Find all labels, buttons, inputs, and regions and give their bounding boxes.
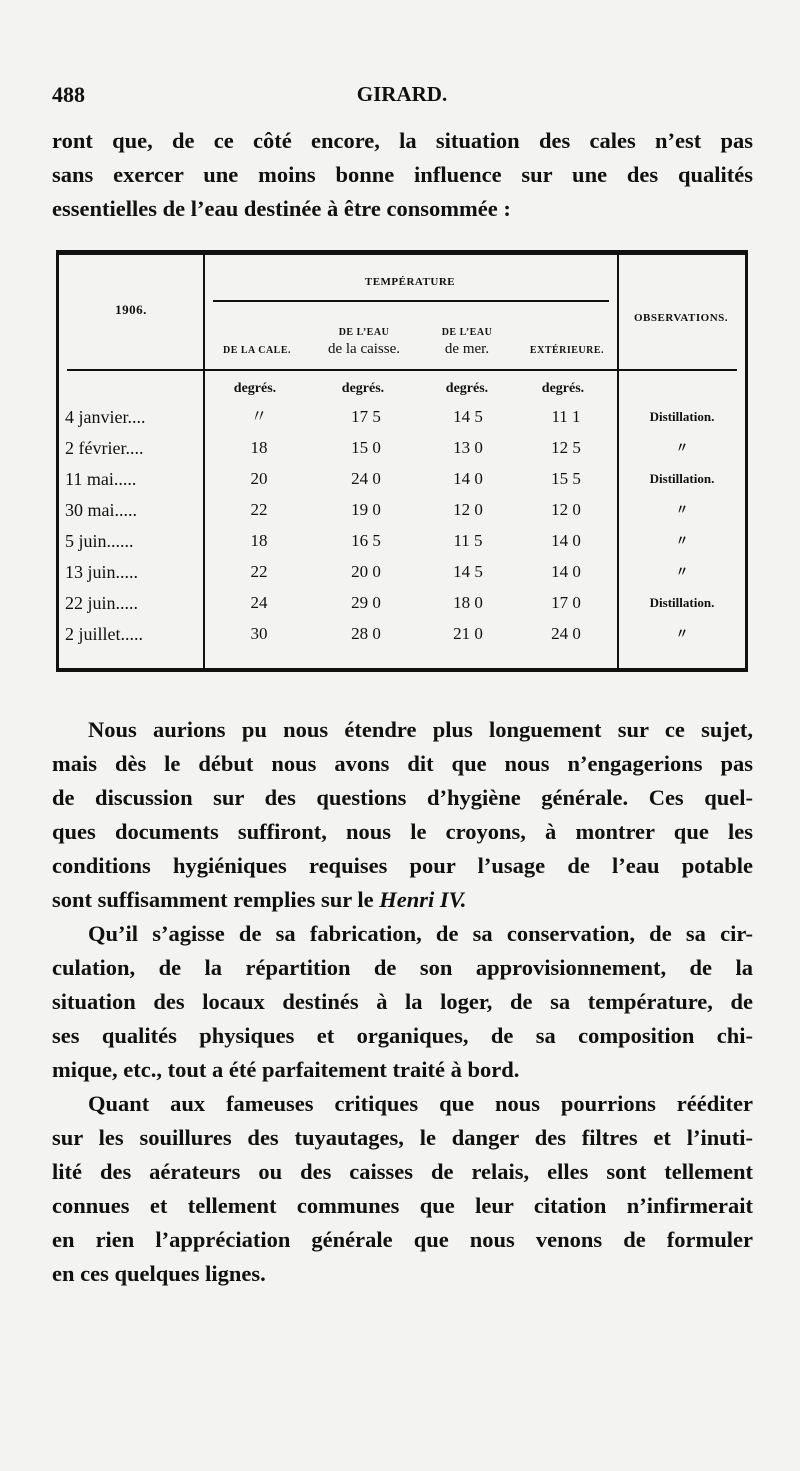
cell-cale: 22 bbox=[250, 500, 268, 519]
cell-cale: 30 bbox=[250, 624, 268, 643]
text-line bbox=[52, 1019, 753, 1053]
cell-cale: 22 bbox=[250, 562, 268, 581]
temperature-header: TEMPÉRATURE bbox=[364, 276, 456, 288]
cell-observation: 〃 bbox=[675, 626, 689, 641]
cell-mer: 14 0 bbox=[453, 469, 483, 488]
text-span: connues et tellement communes que leur citation n’infirmerait bbox=[52, 1193, 753, 1218]
cell-mer: 13 0 bbox=[453, 438, 483, 457]
page-number: 488 bbox=[52, 82, 85, 107]
text-line bbox=[52, 1087, 753, 1121]
page-header bbox=[52, 82, 752, 108]
row-date: 4 janvier.... bbox=[65, 407, 146, 427]
column-header-caisse: DE L’EAU bbox=[338, 327, 390, 338]
cell-caisse: 20 0 bbox=[351, 562, 381, 581]
unit-label: degrés. bbox=[445, 381, 489, 396]
cell-observation: Distillation. bbox=[649, 595, 715, 610]
cell-observation: 〃 bbox=[675, 440, 689, 455]
text-line bbox=[52, 713, 753, 747]
text-span: lité des aérateurs ou des caisses de relais, elles sont tellement bbox=[52, 1159, 753, 1184]
text-span: sur les souillures des tuyautages, le danger des filtres et l’inuti- bbox=[52, 1125, 753, 1150]
text-span: sont suffisamment remplies sur le bbox=[52, 887, 380, 912]
row-date: 30 mai..... bbox=[65, 500, 137, 520]
cell-exterieure: 12 0 bbox=[551, 500, 581, 519]
observations-header: OBSERVATIONS. bbox=[633, 312, 729, 324]
cell-observation: 〃 bbox=[675, 564, 689, 579]
row-date: 2 février.... bbox=[65, 438, 144, 458]
text-line bbox=[52, 781, 753, 815]
row-date: 11 mai..... bbox=[65, 469, 137, 489]
unit-label: degrés. bbox=[341, 381, 385, 396]
text-span: ques documents suffiront, nous le croyons, à montrer que les bbox=[52, 819, 753, 844]
text-line: sans exercer une moins bonne influence sur une des qualités bbox=[52, 162, 753, 187]
cell-cale: 〃 bbox=[250, 407, 268, 426]
cell-exterieure: 15 5 bbox=[551, 469, 581, 488]
cell-caisse: 28 0 bbox=[351, 624, 381, 643]
running-head: GIRARD. bbox=[356, 82, 448, 106]
cell-mer: 14 5 bbox=[453, 562, 483, 581]
text-line bbox=[52, 985, 753, 1019]
text-line bbox=[52, 883, 753, 917]
cell-caisse: 29 0 bbox=[351, 593, 381, 612]
text-span: Quant aux fameuses critiques que nous pourrions rééditer bbox=[88, 1091, 753, 1116]
column-header-exterieure: EXTÉRIEURE. bbox=[529, 345, 605, 356]
text-line bbox=[52, 951, 753, 985]
text-span: de discussion sur des questions d’hygiène générale. Ces quel- bbox=[52, 785, 753, 810]
column-header-cale: DE LA CALE. bbox=[222, 345, 291, 356]
cell-cale: 24 bbox=[250, 593, 268, 612]
text-line: essentielles de l’eau destinée à être consommée : bbox=[52, 196, 511, 221]
text-line bbox=[52, 815, 753, 849]
cell-caisse: 19 0 bbox=[351, 500, 381, 519]
text-span: culation, de la répartition de son approvisionnement, de la bbox=[52, 955, 753, 980]
cell-exterieure: 14 0 bbox=[551, 531, 581, 550]
cell-caisse: 16 5 bbox=[351, 531, 381, 550]
text-line bbox=[52, 849, 753, 883]
text-line bbox=[52, 1155, 753, 1189]
text-span: mique, etc., tout a été parfaitement traité à bord. bbox=[52, 1057, 520, 1082]
cell-mer: 12 0 bbox=[453, 500, 483, 519]
text-span: en rien l’appréciation générale que nous venons de formuler bbox=[52, 1227, 753, 1252]
text-line bbox=[52, 1121, 753, 1155]
row-date: 22 juin..... bbox=[65, 593, 139, 613]
text-span: conditions hygiéniques requises pour l’usage de l’eau potable bbox=[52, 853, 753, 878]
cell-caisse: 15 0 bbox=[351, 438, 381, 457]
cell-exterieure: 17 0 bbox=[551, 593, 581, 612]
unit-label: degrés. bbox=[233, 381, 277, 396]
intro-paragraph bbox=[52, 124, 753, 226]
cell-observation: 〃 bbox=[675, 533, 689, 548]
text-span: Nous aurions pu nous étendre plus longuement sur ce sujet, bbox=[88, 717, 753, 742]
cell-mer: 11 5 bbox=[453, 531, 483, 550]
text-span: Qu’il s’agisse de sa fabrication, de sa conservation, de sa cir- bbox=[88, 921, 753, 946]
body-text bbox=[52, 713, 753, 1291]
column-header-mer-sub: de mer. bbox=[444, 341, 490, 357]
header-rule bbox=[67, 369, 737, 371]
text-line: ront que, de ce côté encore, la situation des cales n’est pas bbox=[52, 128, 753, 153]
cell-mer: 14 5 bbox=[453, 407, 483, 426]
cell-exterieure: 24 0 bbox=[551, 624, 581, 643]
cell-caisse: 17 5 bbox=[351, 407, 381, 426]
row-date: 5 juin...... bbox=[65, 531, 134, 551]
cell-exterieure: 14 0 bbox=[551, 562, 581, 581]
text-line bbox=[52, 1053, 753, 1087]
text-span: ses qualités physiques et organiques, de sa composition chi- bbox=[52, 1023, 753, 1048]
text-line bbox=[52, 1223, 753, 1257]
text-line bbox=[52, 747, 753, 781]
temperature-brace bbox=[213, 300, 609, 302]
cell-caisse: 24 0 bbox=[351, 469, 381, 488]
text-line bbox=[52, 917, 753, 951]
unit-label: degrés. bbox=[541, 381, 585, 396]
cell-observation: 〃 bbox=[675, 502, 689, 517]
cell-exterieure: 12 5 bbox=[551, 438, 581, 457]
column-header-mer: DE L’EAU bbox=[441, 327, 493, 338]
year-header: 1906. bbox=[115, 302, 147, 317]
cell-exterieure: 11 1 bbox=[551, 407, 581, 426]
cell-cale: 20 bbox=[250, 469, 268, 488]
cell-observation: Distillation. bbox=[649, 471, 715, 486]
cell-cale: 18 bbox=[250, 531, 268, 550]
text-span: en ces quelques lignes. bbox=[52, 1261, 266, 1286]
row-date: 13 juin..... bbox=[65, 562, 139, 582]
text-line bbox=[52, 1189, 753, 1223]
cell-observation: Distillation. bbox=[649, 409, 715, 424]
column-header-caisse-sub: de la caisse. bbox=[327, 341, 401, 357]
text-span: mais dès le début nous avons dit que nous n’engagerions pas bbox=[52, 751, 753, 776]
text-span: situation des locaux destinés à la loger, de sa température, de bbox=[52, 989, 753, 1014]
text-line bbox=[52, 1257, 753, 1291]
cell-mer: 18 0 bbox=[453, 593, 483, 612]
cell-mer: 21 0 bbox=[453, 624, 483, 643]
temperature-table bbox=[56, 250, 748, 672]
row-date: 2 juillet..... bbox=[65, 624, 143, 644]
ship-name: Henri IV. bbox=[379, 887, 467, 912]
cell-cale: 18 bbox=[250, 438, 268, 457]
